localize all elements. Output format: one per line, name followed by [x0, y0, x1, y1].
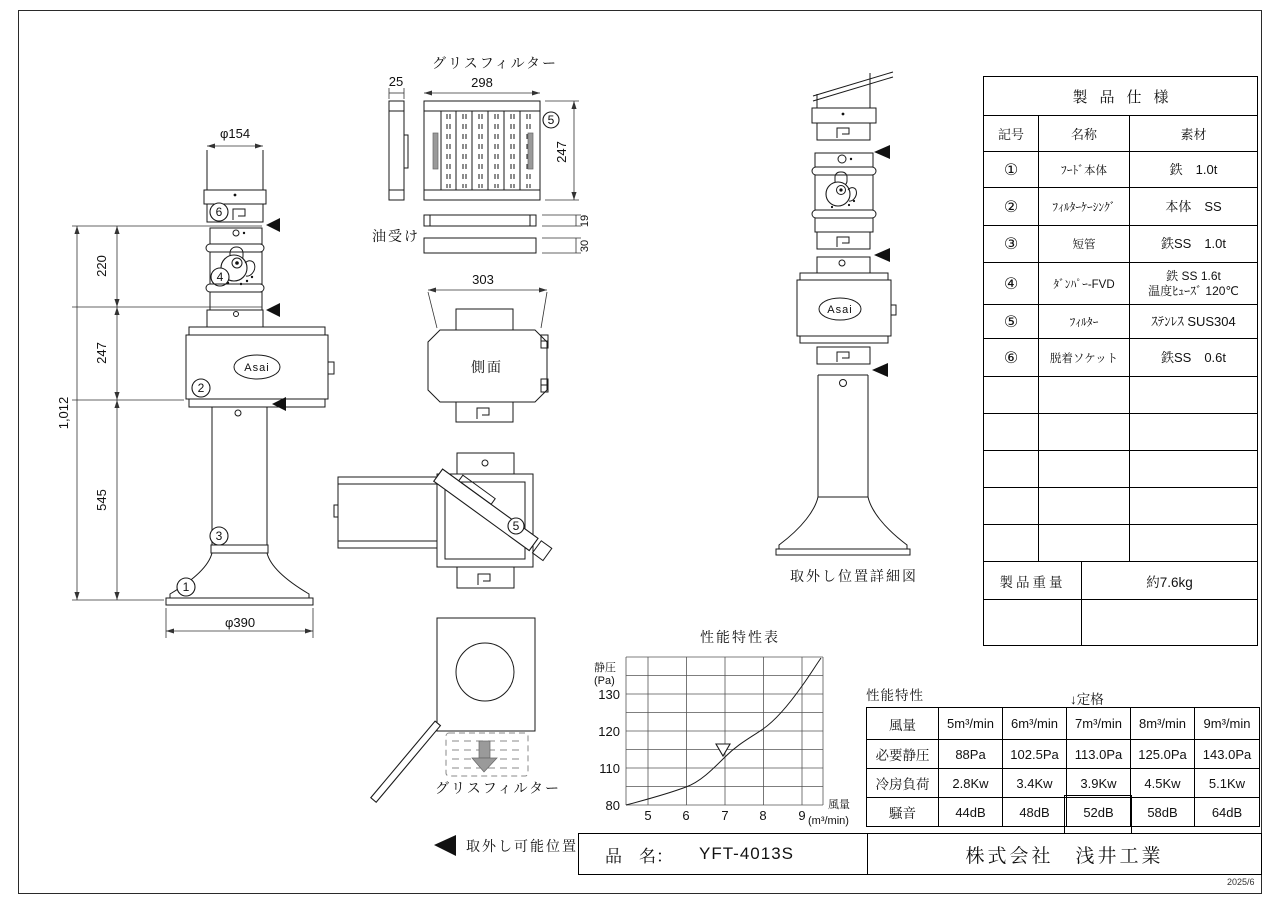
x-tick-6: 6	[682, 808, 690, 823]
title-block	[578, 833, 1262, 875]
dim-filter-height: 247	[554, 141, 569, 163]
spec-empty-row	[984, 524, 1257, 561]
balloon-3-label: 3	[215, 529, 223, 543]
spec-symbol: ⑤	[1003, 313, 1019, 331]
spec-material: 鉄 1.0t	[1129, 152, 1257, 187]
removal-detail-caption: 取外し位置詳細図	[790, 568, 918, 584]
performance-chart	[594, 629, 850, 827]
spec-symbol: ④	[1003, 275, 1019, 293]
spec-empty-row	[984, 376, 1257, 413]
perf-cell: 9m³/min	[1194, 708, 1259, 739]
x-axis-unit: (m³/min)	[808, 815, 849, 827]
perf-cell: 3.4Kw	[1002, 769, 1066, 797]
front-view	[56, 126, 334, 638]
perf-cell: 58dB	[1130, 798, 1194, 826]
perf-cell: 52dB	[1066, 798, 1130, 826]
spec-row	[984, 304, 1257, 338]
grease-filter-bottom-label: グリスフィルター	[435, 780, 562, 796]
rated-marker: ↓定格	[1070, 692, 1104, 707]
spec-empty-row	[984, 487, 1257, 524]
dim-bottom-diameter: φ390	[224, 615, 256, 630]
x-tick-9: 9	[798, 808, 806, 823]
side-view-label: 側面	[471, 359, 503, 375]
removal-detail-view	[776, 72, 918, 584]
removal-marker-icon	[874, 145, 890, 159]
spec-name: 脱着ソケット	[1038, 339, 1129, 376]
dim-tray-height-1: 19	[579, 214, 591, 228]
y-tick-110: 110	[599, 761, 620, 776]
spec-header-name: 名称	[1038, 116, 1129, 151]
spec-header-material: 素材	[1129, 116, 1257, 151]
perf-row-cooling	[867, 768, 1259, 797]
perf-cell: 102.5Pa	[1002, 740, 1066, 768]
asai-logo: Asai	[244, 362, 270, 374]
dim-filter-depth: 25	[388, 74, 404, 89]
perf-row-label: 風量	[889, 717, 916, 733]
dim-lower-section: 545	[94, 489, 109, 511]
perf-cell: 8m³/min	[1130, 708, 1194, 739]
spec-material: 本体 SS	[1129, 188, 1257, 225]
perf-cell: 5.1Kw	[1194, 769, 1259, 797]
balloon-1-label: 1	[182, 580, 190, 594]
spec-material: 鉄SS 1.0t	[1129, 226, 1257, 262]
casing-side-view	[428, 272, 548, 422]
product-name-value: YFT-4013S	[699, 844, 794, 863]
performance-table	[866, 707, 1260, 827]
spec-empty-row	[984, 599, 1257, 645]
spec-empty-row	[984, 413, 1257, 450]
perf-cell: 44dB	[938, 798, 1002, 826]
spec-name: ﾌｨﾙﾀｰｹｰｼﾝｸﾞ	[1038, 188, 1129, 225]
spec-symbol: ②	[1003, 198, 1019, 216]
perf-table-caption: 性能特性	[866, 688, 924, 703]
perf-cell: 64dB	[1194, 798, 1259, 826]
dim-tray-height-2: 30	[579, 239, 591, 253]
spec-row	[984, 151, 1257, 187]
y-tick-120: 120	[598, 724, 620, 739]
socket-hook	[233, 209, 245, 220]
balloon-2-label: 2	[197, 381, 205, 395]
weight-value: 約7.6kg	[1081, 562, 1257, 599]
spec-table	[983, 76, 1258, 646]
filter-handle	[433, 133, 438, 169]
chart-grid	[626, 657, 823, 805]
y-tick-80: 80	[605, 798, 620, 813]
grease-filter-view	[372, 55, 591, 253]
removal-marker-icon	[434, 835, 456, 856]
spec-row	[984, 225, 1257, 262]
perf-cell: 2.8Kw	[938, 769, 1002, 797]
grease-filter-title: グリスフィルター	[431, 55, 559, 71]
company-cell	[868, 834, 1261, 874]
perf-row-pressure	[867, 739, 1259, 768]
dim-total-height: 1,012	[56, 396, 71, 430]
removal-marker-icon	[874, 248, 890, 262]
removal-legend-label: 取外し可能位置	[466, 838, 578, 854]
removal-marker-icon	[266, 218, 280, 232]
spec-symbol: ③	[1003, 236, 1019, 253]
product-name-cell	[579, 834, 868, 874]
balloon-6-label: 6	[215, 205, 223, 219]
perf-row-label: 騒音	[889, 806, 916, 821]
spec-material: ｽﾃﾝﾚｽ SUS304	[1129, 305, 1257, 338]
x-tick-5: 5	[644, 808, 652, 823]
open-case-view	[334, 453, 556, 588]
bottom-view	[371, 618, 578, 856]
perf-cell: 4.5Kw	[1130, 769, 1194, 797]
perf-cell: 143.0Pa	[1194, 740, 1259, 768]
spec-symbol: ⑥	[1003, 349, 1019, 367]
spec-row	[984, 262, 1257, 304]
spec-row	[984, 187, 1257, 225]
product-name-label: 品 名：	[605, 846, 673, 866]
spec-name: ﾀﾞﾝﾊﾟｰ-FVD	[1038, 263, 1129, 304]
dim-upper-section: 220	[94, 255, 109, 277]
balloon-4-label: 4	[216, 270, 224, 284]
y-axis-label: 静圧	[594, 662, 616, 674]
removal-arrow-icon	[479, 741, 490, 758]
company-name: 株式会社 浅井工業	[965, 845, 1164, 867]
dim-middle-section: 247	[94, 342, 109, 364]
perf-cell: 5m³/min	[938, 708, 1002, 739]
x-axis-label: 風量	[828, 799, 850, 811]
dim-filter-width: 298	[471, 75, 493, 90]
pressure-curve	[626, 658, 821, 805]
date-stamp: 2025/6	[1227, 877, 1255, 887]
spec-weight-row	[984, 561, 1257, 599]
dim-top-diameter: φ154	[219, 126, 251, 141]
spec-header-symbol: 記号	[997, 127, 1024, 142]
balloon-5-label: 5	[512, 519, 520, 533]
spec-symbol: ①	[1003, 161, 1019, 179]
perf-row-noise	[867, 797, 1259, 826]
removal-marker-icon	[266, 303, 280, 317]
perf-cell: 125.0Pa	[1130, 740, 1194, 768]
perf-cell: 113.0Pa	[1066, 740, 1130, 768]
asai-logo: Asai	[827, 304, 853, 316]
perf-row-flow	[867, 708, 1259, 739]
chart-title: 性能特性表	[700, 629, 780, 645]
filter-handle	[528, 133, 533, 169]
removal-marker-icon	[872, 363, 888, 377]
spec-material: 鉄SS 0.6t	[1129, 339, 1257, 376]
perf-cell: 88Pa	[938, 740, 1002, 768]
dim-casing-width: 303	[472, 272, 494, 287]
spec-empty-row	[984, 450, 1257, 487]
spec-row	[984, 338, 1257, 376]
spec-name: 短管	[1038, 226, 1129, 262]
balloon-5-label: 5	[547, 113, 555, 127]
spec-material: 鉄 SS 1.6t 温度ﾋｭｰｽﾞ 120℃	[1129, 263, 1257, 304]
oil-receiver-label: 油受け	[372, 228, 420, 244]
x-tick-8: 8	[759, 808, 767, 823]
perf-row-label: 冷房負荷	[875, 777, 930, 792]
y-axis-unit: (Pa)	[594, 675, 615, 687]
y-tick-130: 130	[598, 687, 620, 702]
spec-name: ﾌｰﾄﾞ本体	[1038, 152, 1129, 187]
perf-cell: 6m³/min	[1002, 708, 1066, 739]
removal-arrow-icon	[472, 758, 497, 772]
perf-cell: 3.9Kw	[1066, 769, 1130, 797]
perf-row-label: 必要静圧	[875, 748, 930, 763]
x-tick-7: 7	[721, 808, 729, 823]
spec-name: ﾌｨﾙﾀｰ	[1038, 305, 1129, 338]
perf-cell: 48dB	[1002, 798, 1066, 826]
spec-table-title: 製品仕様	[1072, 88, 1181, 106]
perf-cell: 7m³/min	[1066, 708, 1130, 739]
weight-label: 製品重量	[999, 574, 1066, 590]
